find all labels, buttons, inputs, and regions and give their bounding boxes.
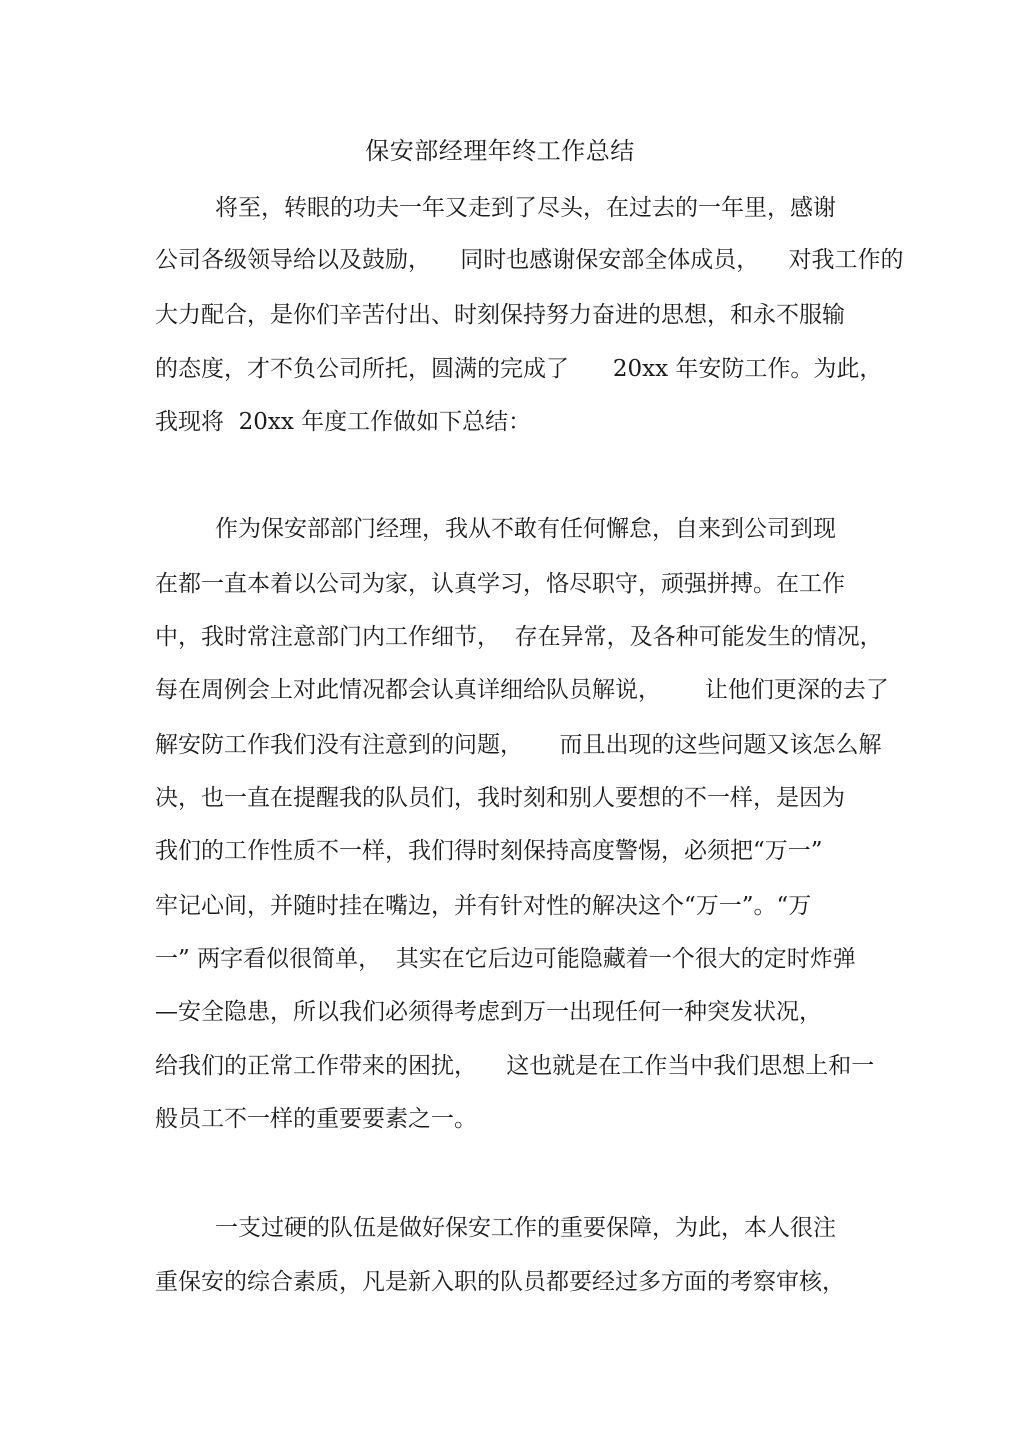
paragraph-1-line-4: 的态度，才不负公司所托，圆满的完成了 20xx 年安防工作。为此， (155, 356, 883, 382)
paragraph-1-line-3: 大力配合，是你们辛苦付出、时刻保持努力奋进的思想，和永不服输 (155, 302, 845, 328)
paragraph-2-line-9: 一” 两字看似很简单， 其实在它后边可能隐藏着一个很大的定时炸弹 (155, 946, 856, 972)
paragraph-2-line-3: 中，我时常注意部门内工作细节， 存在异常，及各种可能发生的情况， (155, 624, 883, 650)
paragraph-3-line-1: 一支过硬的队伍是做好保安工作的重要保障，为此，本人很注 (215, 1215, 836, 1241)
paragraph-2-line-10: —安全隐患，所以我们必须得考虑到万一出现任何一种突发状况， (155, 999, 822, 1025)
paragraph-3-line-2: 重保安的综合素质，凡是新入职的队员都要经过多方面的考察审核， (155, 1269, 845, 1295)
paragraph-1-line-2: 公司各级领导给以及鼓励， 同时也感谢保安部全体成员， 对我工作的 (155, 247, 904, 273)
paragraph-2-line-12: 般员工不一样的重要要素之一。 (155, 1106, 477, 1132)
paragraph-2-line-7: 我们的工作性质不一样，我们得时刻保持高度警惕，必须把“万一” (155, 838, 823, 864)
paragraph-2-line-1: 作为保安部部门经理，我从不敢有任何懈怠，自来到公司到现 (215, 516, 836, 542)
paragraph-1-line-5: 我现将 20xx 年度工作做如下总结： (155, 409, 532, 435)
paragraph-2-line-6: 决，也一直在提醒我的队员们，我时刻和别人要想的不一样，是因为 (155, 785, 845, 811)
paragraph-2-line-5: 解安防工作我们没有注意到的问题， 而且出现的这些问题又该怎么解 (155, 732, 882, 758)
paragraph-2-line-2: 在都一直本着以公司为家，认真学习，恪尽职守，顽强拼搏。在工作 (155, 571, 845, 597)
paragraph-2-line-4: 每在周例会上对此情况都会认真详细给队员解说， 让他们更深的去了 (155, 677, 889, 703)
paragraph-1-line-1: 将至，转眼的功夫一年又走到了尽头，在过去的一年里，感谢 (215, 195, 836, 221)
paragraph-2-line-8: 牢记心间，并随时挂在嘴边，并有针对性的解决这个“万一”。“万 (155, 893, 812, 919)
paragraph-2-line-11: 给我们的正常工作带来的困扰， 这也就是在工作当中我们思想上和一 (155, 1053, 875, 1079)
document-title: 保安部经理年终工作总结 (365, 137, 635, 165)
